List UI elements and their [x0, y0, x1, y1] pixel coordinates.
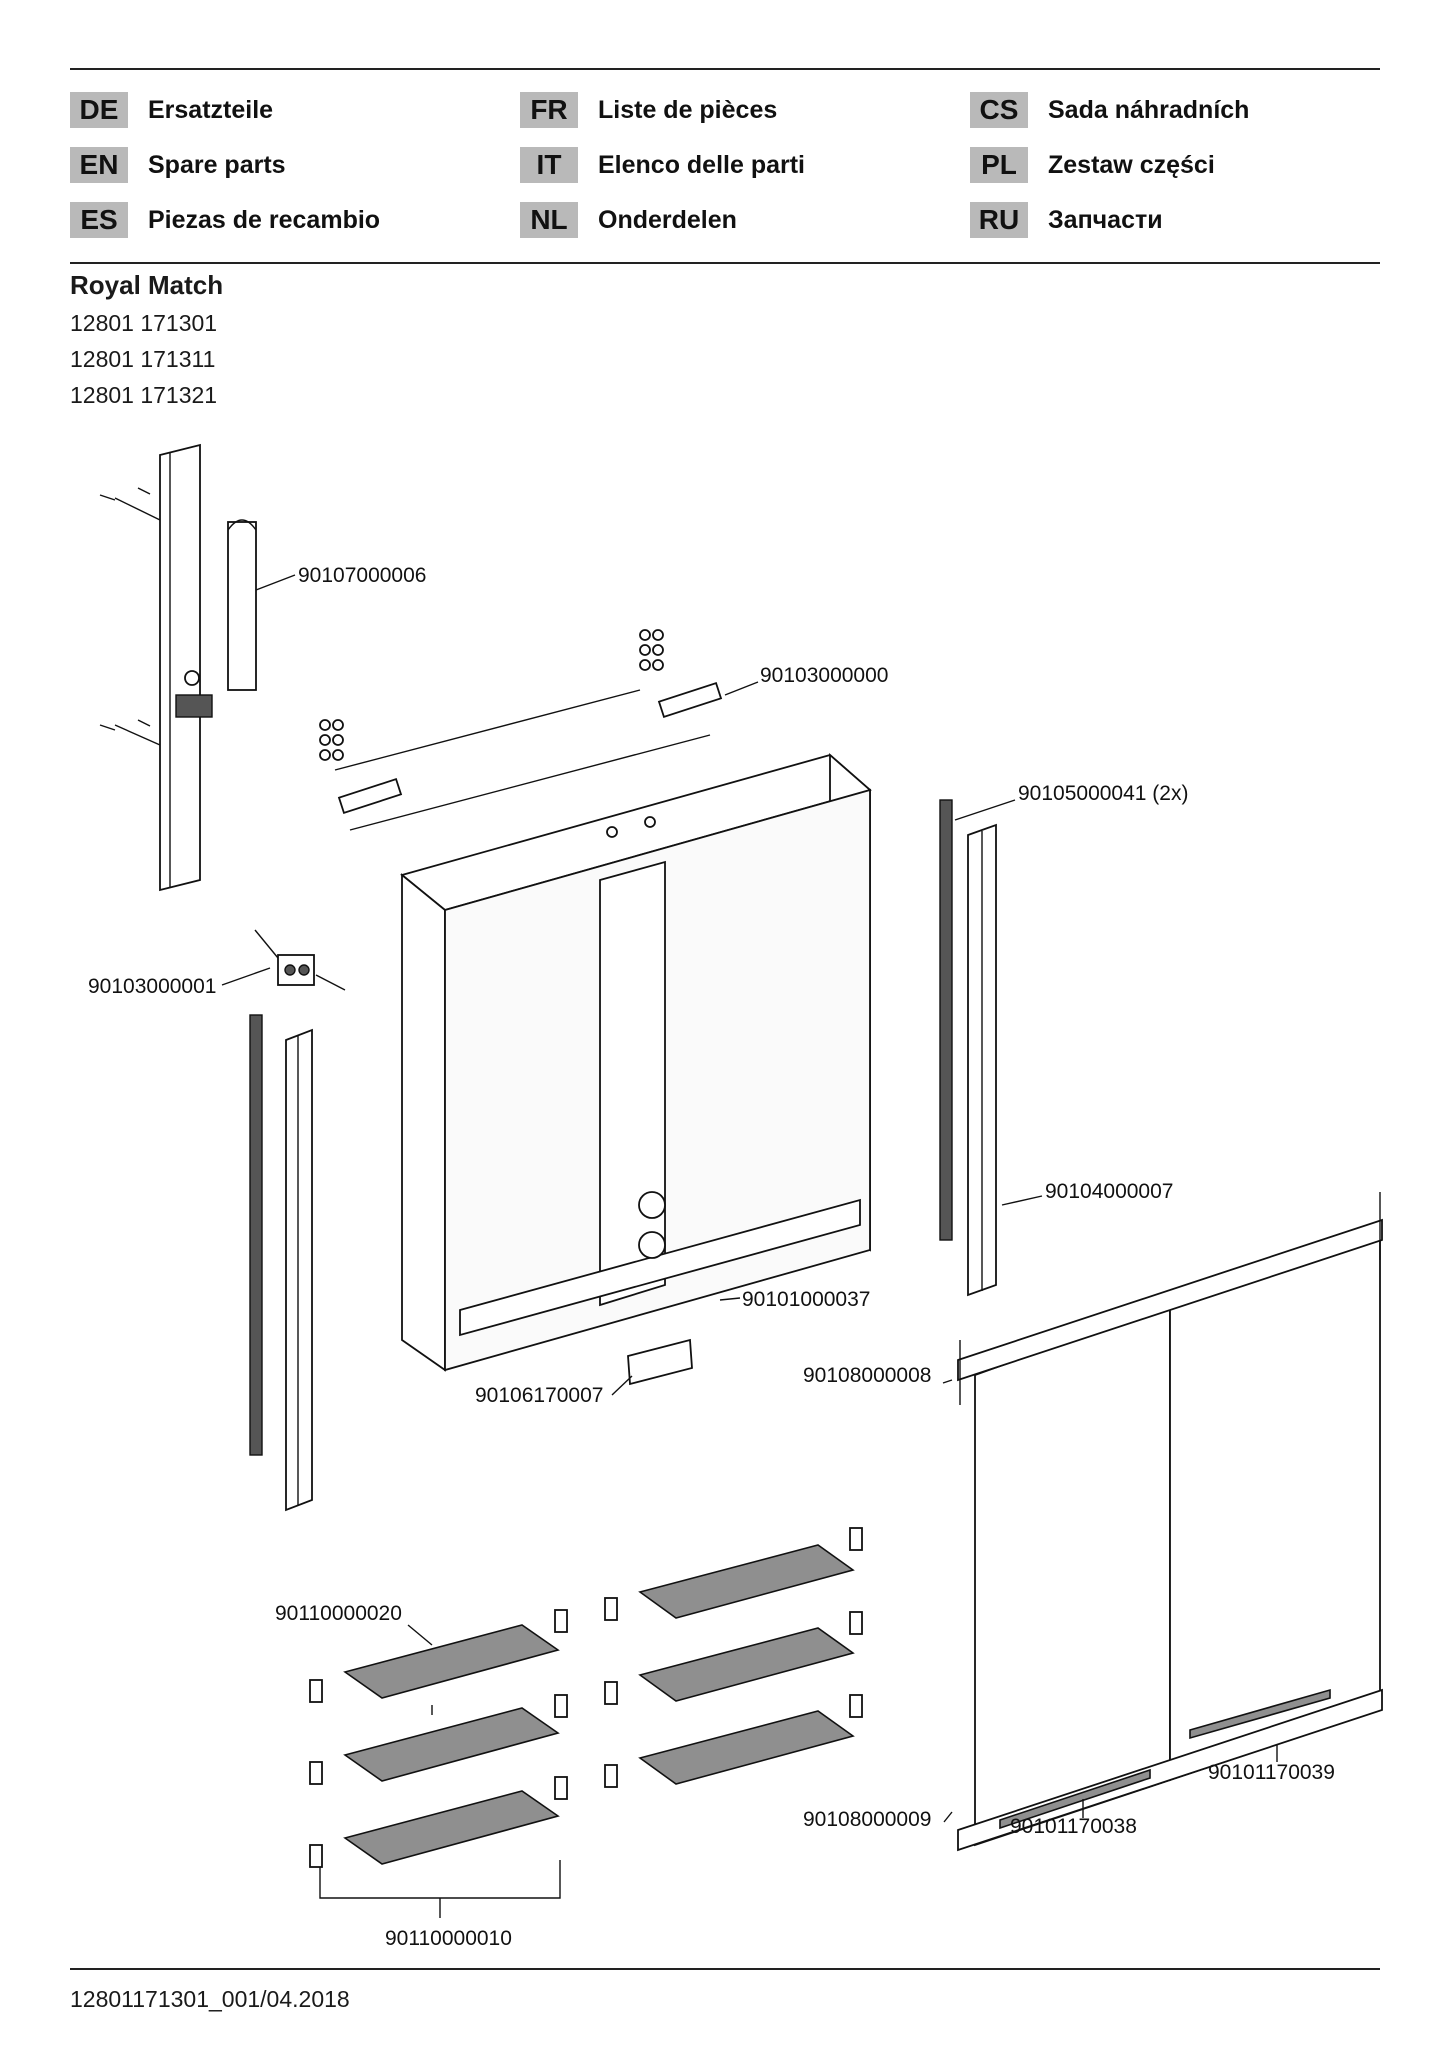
- lang-label-pl: Zestaw części: [1048, 150, 1215, 179]
- part-number-90106170007: 90106170007: [475, 1384, 604, 1407]
- lang-code-ru: RU: [970, 202, 1028, 238]
- part-number-90105000041: 90105000041 (2x): [1018, 782, 1189, 805]
- part-number-90108000009: 90108000009: [803, 1808, 932, 1831]
- part-number-90101170038: 90101170038: [1010, 1815, 1137, 1838]
- power-unit: [228, 520, 295, 690]
- article-number-1: 12801 171301: [70, 310, 218, 336]
- side-bracket-left: [222, 930, 345, 990]
- part-number-90104000007: 90104000007: [1045, 1180, 1174, 1203]
- part-number-90110000020: 90110000020: [275, 1602, 402, 1625]
- lang-code-cs: CS: [970, 92, 1028, 128]
- wall-rail-left: [100, 445, 212, 890]
- hinge-plate: [612, 1340, 692, 1395]
- lang-label-nl: Onderdelen: [598, 205, 737, 234]
- mirror-doors: [943, 1192, 1382, 1850]
- cabinet-body: [402, 755, 870, 1370]
- lang-label-es: Piezas de recambio: [148, 205, 381, 234]
- glass-shelves-right: [640, 1545, 853, 1784]
- lang-code-nl: NL: [520, 202, 578, 238]
- lang-label-ru: Запчасти: [1048, 205, 1163, 234]
- product-title: Royal Match: [70, 270, 224, 300]
- document-id: 12801171301_001/04.2018: [70, 1986, 350, 2012]
- lang-label-de: Ersatzteile: [148, 95, 274, 124]
- lang-label-it: Elenco delle parti: [598, 150, 806, 179]
- part-number-90110000010: 90110000010: [385, 1927, 512, 1950]
- part-number-90108000008: 90108000008: [803, 1364, 932, 1387]
- lang-code-en: EN: [70, 147, 128, 183]
- part-number-90103000001: 90103000001: [88, 975, 217, 998]
- part-number-90101170039: 90101170039: [1208, 1761, 1335, 1784]
- glass-shelves-left: [320, 1625, 560, 1918]
- article-number-2: 12801 171311: [70, 346, 216, 372]
- lang-label-en: Spare parts: [148, 150, 286, 179]
- part-number-90103000000: 90103000000: [760, 664, 889, 687]
- led-profile-right: [940, 800, 1042, 1295]
- lang-code-it: IT: [520, 147, 578, 183]
- lang-code-de: DE: [70, 92, 128, 128]
- part-number-90101000037: 90101000037: [742, 1288, 871, 1311]
- lang-label-fr: Liste de pièces: [598, 95, 778, 124]
- article-number-3: 12801 171321: [70, 382, 218, 408]
- lang-code-pl: PL: [970, 147, 1028, 183]
- lang-label-cs: Sada náhradních: [1048, 95, 1250, 124]
- led-profile-left: [250, 1015, 312, 1510]
- lang-code-fr: FR: [520, 92, 578, 128]
- lang-code-es: ES: [70, 202, 128, 238]
- part-number-90107000006: 90107000006: [298, 564, 427, 587]
